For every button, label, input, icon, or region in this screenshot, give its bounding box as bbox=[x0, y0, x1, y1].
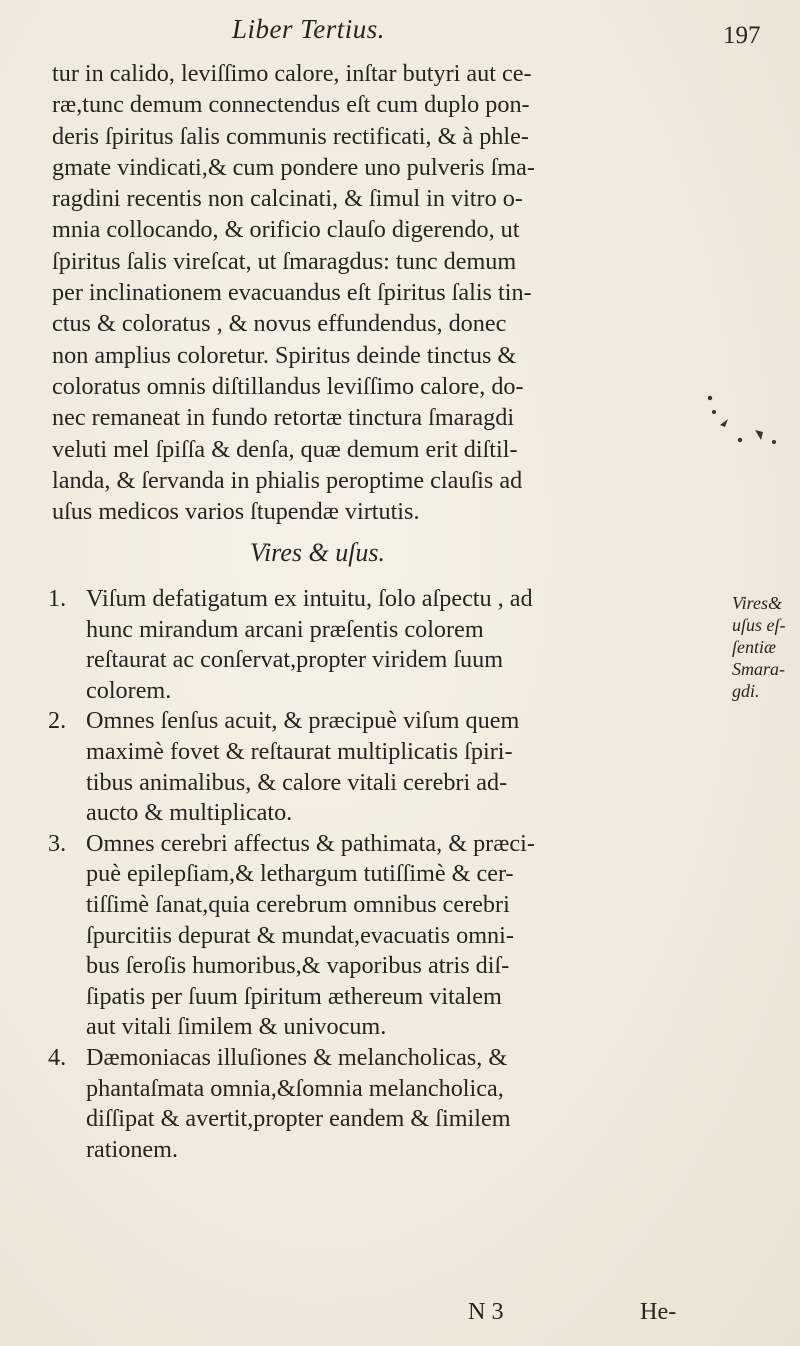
page-number: 197 bbox=[723, 22, 761, 49]
item-number: 4. bbox=[48, 1043, 67, 1071]
margin-note-line: Smara- bbox=[732, 659, 785, 679]
running-title: Liber Tertius. bbox=[232, 14, 386, 44]
item-line: aucto & multiplicato. bbox=[86, 799, 293, 827]
item-line: ſpurcitiis depurat & mundat,evacuatis omni- bbox=[86, 921, 514, 949]
item-line: phantaſmata omnia,&ſomnia melancholica, bbox=[86, 1074, 504, 1102]
item-line: Omnes ſenſus acuit, & præcipuè viſum quem bbox=[86, 707, 520, 735]
margin-note-line: Vires& bbox=[732, 593, 782, 613]
list-item bbox=[48, 706, 728, 828]
item-line: tibus animalibus, & calore vitali cerebri ad- bbox=[86, 768, 508, 796]
body-line: ragdini recentis non calcinati, & ſimul in vitro o- bbox=[52, 185, 523, 213]
body-line: deris ſpiritus ſalis communis rectificati, & à phle- bbox=[52, 122, 529, 150]
body-line: tur in calido, leviſſimo calore, inſtar butyri aut ce- bbox=[52, 60, 532, 87]
body-line: ctus & coloratus , & novus effundendus, donec bbox=[52, 310, 507, 338]
body-line: ræ,tunc demum connectendus eſt cum duplo pon- bbox=[52, 91, 530, 119]
item-line: hunc mirandum arcani præſentis colorem bbox=[86, 615, 484, 643]
body-line: mnia collocando, & orificio clauſo digerendo, ut bbox=[52, 216, 520, 244]
item-line: diſſipat & avertit,propter eandem & ſimilem bbox=[86, 1105, 511, 1133]
list-item bbox=[48, 1043, 728, 1165]
margin-note-line: uſus eſ- bbox=[732, 615, 786, 635]
list-item bbox=[48, 829, 728, 1043]
item-line: Dæmoniacas illuſiones & melancholicas, & bbox=[86, 1043, 508, 1071]
page-footer bbox=[0, 1298, 800, 1332]
body-line: gmate vindicati,& cum pondere uno pulveris ſma- bbox=[52, 153, 535, 181]
margin-note bbox=[732, 592, 800, 702]
ink-specks-decoration bbox=[700, 390, 780, 450]
item-line: colorem. bbox=[86, 676, 172, 704]
item-line: reſtaurat ac conſervat,propter viridem ſuum bbox=[86, 646, 504, 674]
item-line: ſipatis per ſuum ſpiritum æthereum vitalem bbox=[86, 982, 502, 1010]
body-line: coloratus omnis diſtillandus leviſſimo calore, do- bbox=[52, 372, 524, 400]
running-header bbox=[0, 14, 800, 54]
item-line: rationem. bbox=[86, 1135, 179, 1163]
margin-note-line: gdi. bbox=[732, 681, 760, 701]
body-text bbox=[52, 58, 742, 527]
item-number: 1. bbox=[48, 585, 67, 612]
item-line: aut vitali ſimilem & univocum. bbox=[86, 1013, 387, 1041]
body-line: non amplius coloretur. Spiritus deinde tinctus & bbox=[52, 341, 517, 369]
body-line: nec remaneat in fundo retortæ tinctura ſmaragdi bbox=[52, 404, 515, 432]
body-line: veluti mel ſpiſſa & denſa, quæ demum erit diſtil- bbox=[52, 435, 518, 463]
item-line: maximè fovet & reſtaurat multiplicatis ſpiri- bbox=[86, 737, 513, 765]
item-number: 3. bbox=[48, 829, 67, 857]
body-line: ſpiritus ſalis vireſcat, ut ſmaragdus: tunc demum bbox=[52, 247, 517, 275]
item-line: Omnes cerebri affectus & pathimata, & præci- bbox=[86, 829, 535, 857]
item-line: puè epilepſiam,& lethargum tutiſſimè & cer- bbox=[86, 860, 514, 888]
body-line: landa, & ſervanda in phialis peroptime clauſis ad bbox=[52, 466, 523, 494]
item-line: bus ſeroſis humoribus,& vaporibus atris diſ- bbox=[86, 952, 510, 980]
body-line: uſus medicos varios ſtupendæ virtutis. bbox=[52, 498, 420, 526]
body-line: per inclinationem evacuandus eſt ſpiritus ſalis tin- bbox=[52, 279, 532, 307]
signature-mark: N 3 bbox=[468, 1298, 504, 1325]
item-line: tiſſimè ſanat,quia cerebrum omnibus cerebri bbox=[86, 890, 510, 918]
item-number: 2. bbox=[48, 707, 67, 735]
item-line: Viſum defatigatum ex intuitu, ſolo aſpectu , ad bbox=[86, 585, 533, 612]
numbered-list bbox=[48, 584, 728, 1165]
catchword: He- bbox=[640, 1298, 677, 1325]
list-item bbox=[48, 584, 728, 706]
section-heading: Vires & uſus. bbox=[250, 538, 386, 567]
margin-note-line: ſentiæ bbox=[732, 637, 776, 657]
